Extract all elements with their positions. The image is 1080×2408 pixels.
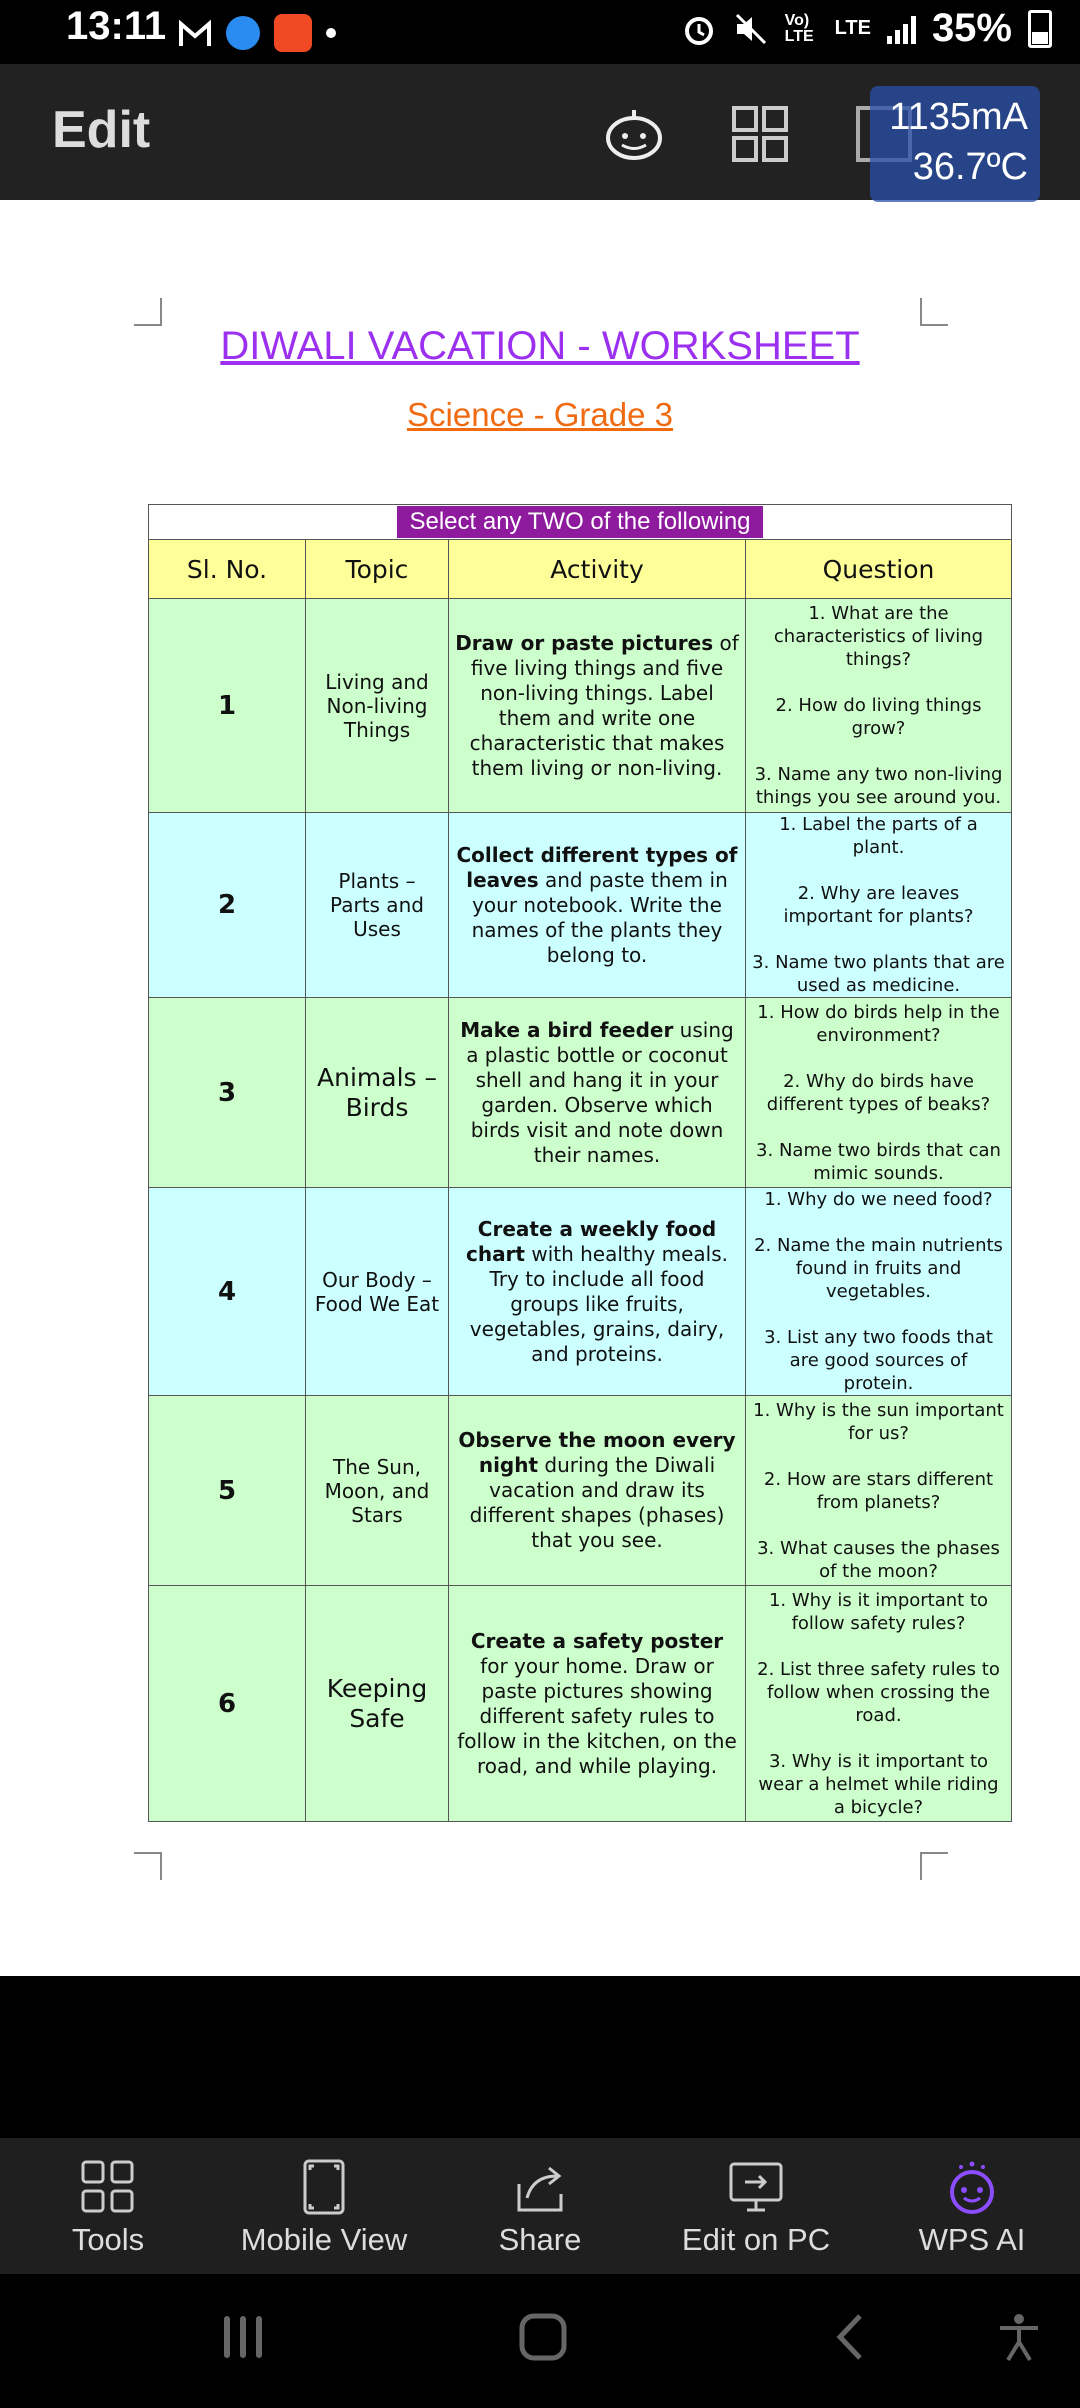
page-corner-mark	[920, 298, 948, 326]
battery-icon	[1028, 10, 1052, 48]
column-header: Sl. No.	[149, 540, 306, 599]
back-icon[interactable]	[826, 2312, 876, 2362]
row-topic: Keeping Safe	[306, 1586, 449, 1822]
instruction-banner: Select any TWO of the following	[397, 506, 762, 538]
tools-label: Tools	[71, 2222, 145, 2257]
row-topic: Animals – Birds	[306, 998, 449, 1188]
column-header: Activity	[449, 540, 746, 599]
instruction-cell	[149, 505, 1012, 540]
row-activity: Create a weekly food chart with healthy meals. Try to include all food groups like fruits, vegetables, grains, dairy, and proteins.	[449, 1188, 746, 1396]
table-row	[149, 599, 1012, 813]
tools-button[interactable]	[0, 2138, 216, 2274]
row-number: 3	[149, 998, 306, 1188]
mute-icon	[733, 11, 769, 47]
wps-ai-label: WPS AI	[918, 2222, 1026, 2257]
status-time: 13:11	[66, 4, 167, 48]
page-corner-mark	[920, 1852, 948, 1880]
volte-indicator: Vo) LTE	[784, 11, 814, 45]
edit-on-pc-label: Edit on PC	[681, 2222, 831, 2257]
edit-on-pc-button[interactable]	[648, 2138, 864, 2274]
home-icon[interactable]	[518, 2312, 568, 2362]
page-corner-mark	[134, 1852, 162, 1880]
signal-icon	[887, 14, 916, 44]
network-type: LTE	[834, 17, 871, 39]
notification-icons	[178, 14, 336, 52]
worksheet-title: DIWALI VACATION - WORKSHEET	[220, 324, 860, 368]
row-number: 6	[149, 1586, 306, 1822]
wps-ai-icon	[943, 2158, 1001, 2216]
row-questions: 1. How do birds help in the environment? 2. Why do birds have different types of beaks? 3. Name two birds that can mimic sounds.	[746, 998, 1012, 1188]
table-row	[149, 1188, 1012, 1396]
row-number: 5	[149, 1396, 306, 1586]
row-activity: Observe the moon every night during the Diwali vacation and draw its different shapes (phases) that you see.	[449, 1396, 746, 1586]
row-questions: 1. Label the parts of a plant. 2. Why are leaves important for plants? 3. Name two plants that are used as medicine.	[746, 813, 1012, 998]
row-activity: Make a bird feeder using a plastic bottle or coconut shell and hang it in your garden. Observe which birds visit and note down their names.	[449, 998, 746, 1188]
blank-area	[0, 1976, 1080, 2138]
accessibility-icon[interactable]	[994, 2312, 1044, 2362]
row-questions: 1. Why is the sun important for us? 2. How are stars different from planets? 3. What causes the phases of the moon?	[746, 1396, 1012, 1586]
edit-on-pc-icon	[727, 2158, 785, 2216]
worksheet-table	[148, 504, 1012, 1822]
row-activity: Collect different types of leaves and paste them in your notebook. Write the names of the plants they belong to.	[449, 813, 746, 998]
transit-app-icon	[226, 16, 260, 50]
share-label: Share	[498, 2222, 582, 2257]
table-row	[149, 1396, 1012, 1586]
table-row	[149, 813, 1012, 998]
more-dot-icon	[326, 28, 336, 38]
row-activity: Draw or paste pictures of five living things and five non-living things. Label them and write one characteristic that makes them living or non-living.	[449, 599, 746, 813]
table-row	[149, 998, 1012, 1188]
column-header: Topic	[306, 540, 449, 599]
column-header: Question	[746, 540, 1012, 599]
temperature-readout: 36.7ºC	[912, 146, 1028, 188]
row-questions: 1. What are the characteristics of living things? 2. How do living things grow? 3. Name any two non-living things you see around you.	[746, 599, 1012, 813]
battery-percent: 35%	[931, 6, 1012, 50]
mobile-view-button[interactable]	[216, 2138, 432, 2274]
system-navigation-bar	[0, 2274, 1080, 2408]
gmail-icon	[178, 18, 212, 48]
mobile-view-icon	[295, 2158, 353, 2216]
current-readout: 1135mA	[889, 96, 1028, 138]
row-topic: Plants – Parts and Uses	[306, 813, 449, 998]
share-button[interactable]	[432, 2138, 648, 2274]
wps-app-icon	[274, 14, 312, 52]
row-topic: Our Body – Food We Eat	[306, 1188, 449, 1396]
row-topic: Living and Non-living Things	[306, 599, 449, 813]
row-number: 4	[149, 1188, 306, 1396]
alarm-icon	[681, 11, 717, 47]
status-right	[681, 6, 1052, 51]
page-corner-mark	[134, 298, 162, 326]
row-questions: 1. Why do we need food? 2. Name the main nutrients found in fruits and vegetables. 3. List any two foods that are good sources of protein.	[746, 1188, 1012, 1396]
status-bar	[0, 0, 1080, 64]
edit-button[interactable]: Edit	[52, 101, 151, 159]
grid-icon[interactable]	[730, 104, 790, 164]
mobile-view-label: Mobile View	[240, 2222, 408, 2257]
table-header-row	[149, 540, 1012, 599]
table-row	[149, 1586, 1012, 1822]
bottom-action-bar	[0, 2138, 1080, 2274]
tools-icon	[79, 2158, 137, 2216]
row-activity: Create a safety poster for your home. Draw or paste pictures showing different safety rules to follow in the kitchen, on the road, and while playing.	[449, 1586, 746, 1822]
row-number: 2	[149, 813, 306, 998]
share-icon	[511, 2158, 569, 2216]
battery-monitor-overlay[interactable]	[870, 86, 1040, 202]
recent-apps-icon[interactable]	[218, 2312, 268, 2362]
worksheet-subtitle: Science - Grade 3	[407, 396, 673, 433]
pumpkin-icon[interactable]	[604, 104, 664, 164]
document-page[interactable]	[0, 200, 1080, 1976]
row-questions: 1. Why is it important to follow safety rules? 2. List three safety rules to follow when crossing the road. 3. Why is it important to wear a helmet while riding a bicycle?	[746, 1586, 1012, 1822]
wps-ai-button[interactable]	[864, 2138, 1080, 2274]
row-topic: The Sun, Moon, and Stars	[306, 1396, 449, 1586]
row-number: 1	[149, 599, 306, 813]
